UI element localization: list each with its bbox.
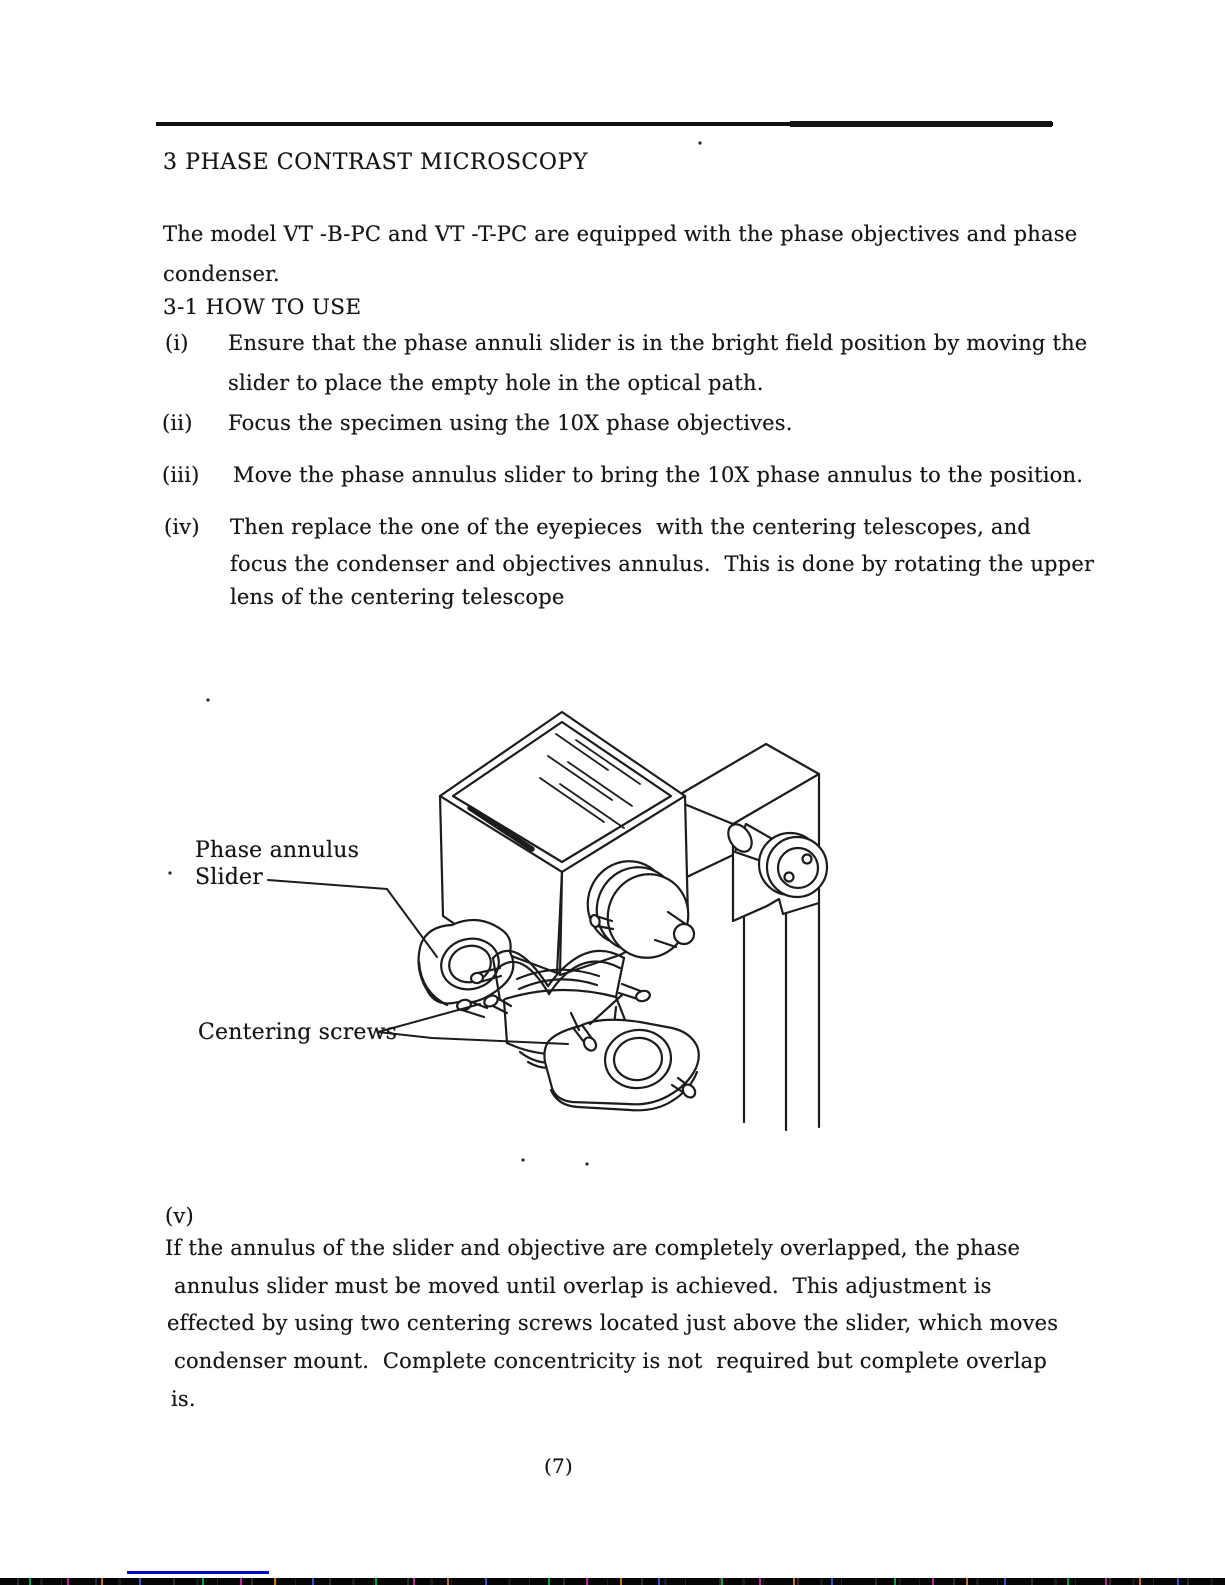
step-line: lens of the centering telescope — [230, 585, 565, 609]
step-num: (iii) — [162, 463, 200, 487]
step-line: Move the phase annulus slider to bring the 10X phase annulus to the position. — [233, 463, 1084, 487]
step-line: effected by using two centering screws located just above the slider, which moves — [167, 1311, 1059, 1335]
step-line: slider to place the empty hole in the optical path. — [228, 371, 764, 395]
scan-speck — [585, 1162, 588, 1165]
scan-speck — [206, 698, 209, 701]
step-num: (iv) — [164, 515, 200, 539]
step-line: annulus slider must be moved until overlap is achieved. This adjustment is — [174, 1274, 992, 1298]
step-line: If the annulus of the slider and objective are completely overlapped, the phase — [165, 1236, 1021, 1260]
scan-noise-strip — [0, 1578, 1225, 1585]
figure-label-phase-annulus: Phase annulus — [195, 838, 360, 863]
step-num: (v) — [165, 1204, 194, 1228]
step-line: Ensure that the phase annuli slider is in the bright field position by moving the — [228, 331, 1088, 355]
step-line: focus the condenser and objectives annulus. This is done by rotating the upper — [230, 552, 1095, 576]
step-num: (i) — [165, 331, 189, 355]
step-line: Then replace the one of the eyepieces with the centering telescopes, and — [230, 515, 1031, 539]
scan-speck — [698, 141, 701, 144]
page-number: (7) — [544, 1454, 573, 1478]
step-line: condenser mount. Complete concentricity is not required but complete overlap — [174, 1349, 1048, 1373]
footer-blue-line — [127, 1571, 269, 1574]
page-title: 3 PHASE CONTRAST MICROSCOPY — [163, 150, 589, 175]
stand-bracket — [672, 744, 827, 1130]
intro-line: The model VT -B-PC and VT -T-PC are equipped with the phase objectives and phase — [163, 222, 1078, 246]
section-heading: 3-1 HOW TO USE — [163, 295, 362, 320]
figure-label-slider: Slider — [195, 865, 263, 890]
scan-speck — [521, 1158, 524, 1161]
figure-label-centering-screws: Centering screws — [198, 1020, 398, 1045]
step-num: (ii) — [162, 411, 193, 435]
scan-speck — [168, 871, 171, 874]
step-line: is. — [171, 1387, 196, 1411]
intro-line: condenser. — [163, 262, 280, 286]
step-line: Focus the specimen using the 10X phase objectives. — [228, 411, 793, 435]
